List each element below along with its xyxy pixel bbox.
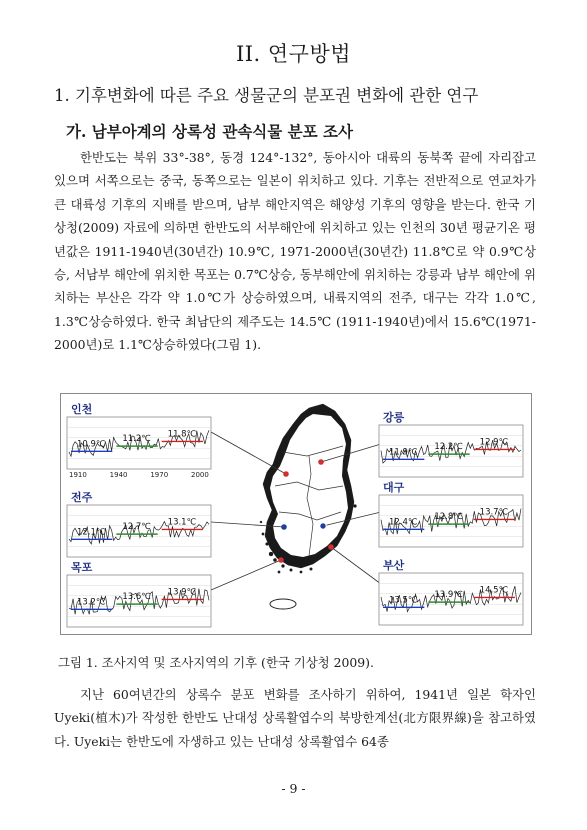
mean-label: 13.9℃ <box>167 587 197 598</box>
mean-label: 11.9℃ <box>389 447 418 458</box>
panel-title: 목포 <box>71 561 93 574</box>
mean-label: 12.4℃ <box>389 517 418 528</box>
mean-label: 10.9℃ <box>77 439 106 450</box>
climate-panel-5 <box>379 558 523 625</box>
dot-daegu <box>320 523 326 529</box>
mean-label: 13.5℃ <box>389 595 418 606</box>
climate-panel-2 <box>67 490 211 557</box>
korea-map <box>260 404 386 609</box>
dot-incheon <box>283 471 289 477</box>
section-title: 1. 기후변화에 따른 주요 생물군의 분포권 변화에 관한 연구 <box>54 86 479 105</box>
mean-label: 12.7℃ <box>122 522 151 533</box>
mean-label: 13.2℃ <box>77 597 106 608</box>
year-label: 1940 <box>109 471 128 479</box>
mean-label: 12.1℃ <box>77 527 106 538</box>
panel-title: 전주 <box>71 491 93 504</box>
dot-gangneung <box>318 459 324 465</box>
mean-label: 13.7℃ <box>479 507 509 518</box>
dot-jeonju <box>281 524 287 530</box>
year-label: 1970 <box>150 471 169 479</box>
mean-label: 12.8℃ <box>434 512 463 523</box>
jeju-island <box>270 599 296 609</box>
mean-label: 12.2℃ <box>434 442 463 453</box>
body-paragraph-2: 지난 60여년간의 상록수 분포 변화를 조사하기 위하여, 1941년 일본 학자인 Uyeki(植木)가 작성한 한반도 난대성 상록활엽수의 북방한계선(北方限界線)을 참고하였다. Uyeki는 한반도에 자생하고 있는 난대성 상록활엽수 64종 <box>54 687 536 749</box>
panel-title: 대구 <box>383 481 405 494</box>
climate-panel-0 <box>67 402 211 479</box>
panel-title: 강릉 <box>383 411 405 424</box>
figure-svg <box>61 394 531 634</box>
climate-panel-4 <box>67 560 211 627</box>
figure-climate <box>60 393 532 635</box>
panel-title: 인천 <box>71 403 93 416</box>
year-label: 2000 <box>191 471 209 479</box>
mean-label: 14.5℃ <box>479 585 509 596</box>
mean-label: 12.9℃ <box>479 437 509 448</box>
mean-label: 13.6℃ <box>122 592 151 603</box>
mean-label: 13.9℃ <box>434 590 463 601</box>
mean-label: 11.8℃ <box>167 429 197 440</box>
climate-panel-1 <box>379 410 523 477</box>
year-label: 1910 <box>69 471 87 479</box>
panel-title: 부산 <box>383 559 405 572</box>
dot-busan <box>328 544 334 550</box>
figure-caption: 그림 1. 조사지역 및 조사지역의 기후 (한국 기상청 2009). <box>58 655 374 670</box>
mean-label: 11.2℃ <box>122 434 151 445</box>
chapter-title: II. 연구방법 <box>235 42 352 66</box>
body-paragraph-1: 한반도는 북위 33°-38°, 동경 124°-132°, 동아시아 대륙의 동북쪽 끝에 자리잡고 있으며 서쪽으로는 중국, 동쪽으로는 일본이 위치하고 있다. 기후는 전반적으로 연교차가 큰 대륙성 기후의 지배를 받으며, 남부 해안지역은 해양성 기후의 영향을 받는다. 한국 기상청(2009) 자료에 의하면 한반도의 서부해안에 위치하고 있는 인천의 30년 평균기온 평년값은 1911-1940년(30년간) 10.9℃, 1971-2000년(30년간) 11.8℃로 약 0.9℃상승, 서남부 해안에 위치한 목포는 0.7℃상승, 동부해안에 위치하는 강릉과 남부 해안에 위치하는 부산은 각각 약 1.0℃가 상승하였으며, 내륙지역의 전주, 대구는 각각 1.0℃, 1.3℃상승하였다. 한국 최남단의 제주도는 14.5℃ (1911-1940년)에서 15.6℃(1971-2000년)로 1.1℃상승하였다(그림 1). <box>54 150 536 353</box>
subsection-title: 가. 남부아계의 상록성 관속식물 분포 조사 <box>66 122 353 141</box>
climate-panel-3 <box>379 480 523 547</box>
page-number: - 9 - <box>281 781 306 796</box>
dot-mokpo <box>278 557 284 563</box>
mean-label: 13.1℃ <box>167 517 197 528</box>
